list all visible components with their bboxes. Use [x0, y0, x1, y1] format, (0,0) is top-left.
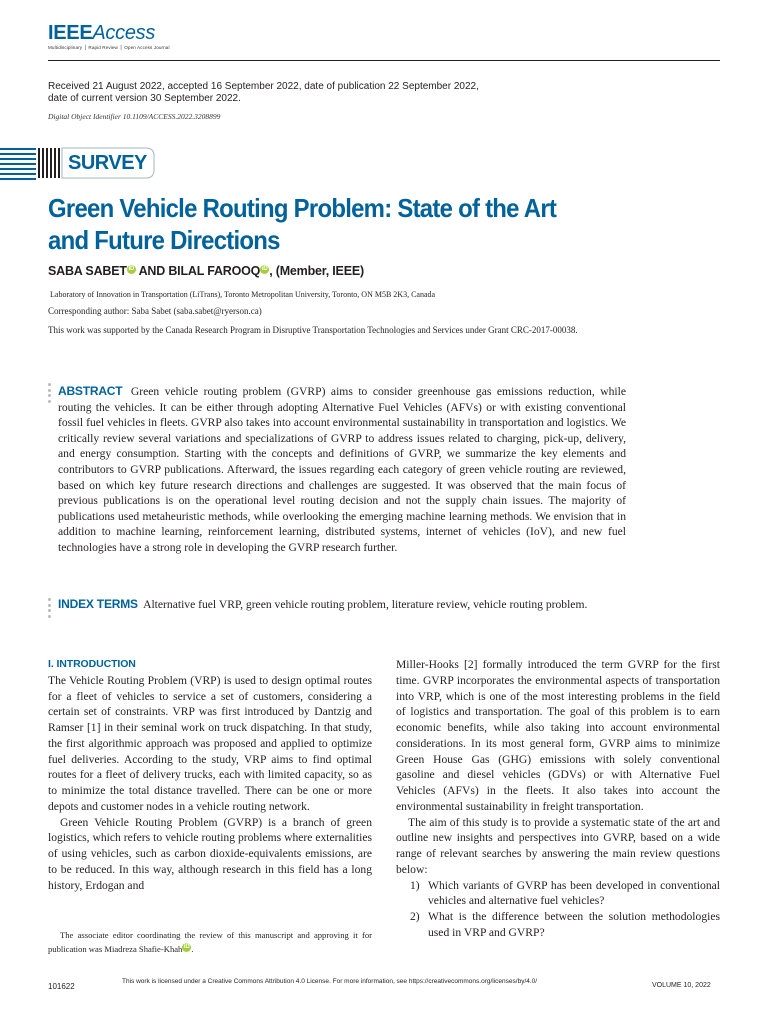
- body-paragraph: Miller-Hooks [2] formally introduced the term GVRP for the first time. GVRP incorporates the environmental aspects of transportation into VRP, which is one of the most interesting problems in the field of logistics and transportation. The goal of this problem is to earn economic benefits, while also taking into account environmental considerations. In its most general form, GVRP aims to minimize Green House Gas (GHG) emissions with solely conventional gasoline and diesel vehicles (GDVs) or with Alternative Fuel Vehicles (AFVs) in the fleets. It also takes into account the environmental sustainability in freight transportation.: [396, 658, 720, 813]
- list-item-text: Which variants of GVRP has been developed in conventional vehicles and alternative fuel vehicles?: [428, 878, 720, 908]
- abstract-marker-icon: [48, 383, 52, 405]
- body-column-right: [396, 657, 720, 941]
- body-paragraph: The Vehicle Routing Problem (VRP) is used to design optimal routes for a fleet of vehicles to service a set of customers, considering a certain set of constraints. VRP was first introduced by Dantzig and Ramser [1] in their seminal work on truck dispatching. In that study, the first algorithmic approach was proposed and applied to optimize fuel deliveries. According to the study, VRP aims to find optimal routes for a fleet of delivery trucks, each with limited capacity, so as to minimize the total distance travelled. There can be one or more depots and customer nodes in a vehicle routing network.: [48, 673, 372, 813]
- page-number: 101622: [48, 982, 75, 991]
- footnote-text: The associate editor coordinating the review of this manuscript and approving it for publication was Miadreza Shafie-Khah: [48, 930, 372, 954]
- logo-tagline: Multidisciplinary ⎪ Rapid Review ⎪ Open Access Journal: [48, 45, 170, 50]
- license-text[interactable]: This work is licensed under a Creative Commons Attribution 4.0 License. For more information, see https://creativecommons.org/licenses/by/4.0/: [122, 978, 538, 985]
- editor-footnote: The associate editor coordinating the review of this manuscript and approving it for publication was Miadreza Shafie-Khah iD .: [48, 930, 372, 954]
- banner-stripes: [0, 148, 36, 180]
- abstract-label: ABSTRACT: [58, 384, 123, 398]
- article-title: [48, 192, 637, 256]
- orcid-icon[interactable]: iD: [128, 265, 135, 272]
- logo-access-text: Access: [92, 22, 156, 44]
- author-name: SABA SABET: [48, 264, 127, 278]
- orcid-icon[interactable]: iD: [183, 944, 190, 951]
- logo-ieee-text: IEEE: [48, 22, 93, 44]
- article-type-label: SURVEY: [68, 152, 147, 174]
- orcid-icon[interactable]: iD: [261, 265, 268, 272]
- received-dates: [48, 81, 568, 105]
- author-name: AND BILAL FAROOQ: [135, 264, 261, 278]
- section-heading: I. INTRODUCTION: [48, 658, 136, 670]
- received-line-2: date of current version 30 September 2022.: [48, 93, 241, 104]
- body-paragraph: Green Vehicle Routing Problem (GVRP) is a branch of green logistics, which refers to vehicle routing problems where externalities of using vehicles, such as carbon dioxide-equivalents emissions, are to be reduced. In this way, although research in this field has a long history, Erdogan and: [48, 815, 372, 892]
- list-item: [410, 878, 720, 910]
- body-column-left: [48, 657, 372, 893]
- index-terms-marker-icon: [48, 598, 52, 620]
- abstract-text: Green vehicle routing problem (GVRP) aims to consider greenhouse gas emissions reduction, while routing the vehicles. It can be either through adopting Alternative Fuel Vehicles (AFVs) or with existing conventional fossil fuel vehicles in fleets. GVRP also takes into account environmental sustainability in transportation and logistics. We critically review several variations and specializations of GVRP to address issues related to charging, pick-up, delivery, and energy consumption. Starting with the concepts and definitions of GVRP, we summarize the key elements and contributors to GVRP publications. Afterward, the issues regarding each category of green vehicle routing are reviewed, based on which key future research directions and challenges are suggested. It was observed that the main focus of previous publications is on the operational level routing decision and not the supply chain issues. The majority of publications used metaheuristic methods, while overlooking the emerging machine learning methods. We envision that in addition to machine learning, reinforcement learning, distributed systems, internet of vehicles (IoV), and new fuel technologies have a strong role in developing the GVRP research further.: [58, 385, 626, 554]
- corresponding-author: Corresponding author: Saba Sabet (saba.sabet@ryerson.ca): [48, 306, 262, 316]
- review-questions-list: [410, 878, 720, 941]
- title-line-1: Green Vehicle Routing Problem: State of the Art: [48, 193, 557, 223]
- list-item-number: 2): [410, 910, 420, 923]
- header-divider: [48, 60, 720, 61]
- abstract: [58, 384, 626, 556]
- journal-logo: [48, 22, 155, 44]
- index-terms-label: INDEX TERMS: [58, 597, 138, 611]
- author-list: [48, 264, 364, 278]
- volume-label: VOLUME 10, 2022: [652, 982, 711, 989]
- author-membership: , (Member, IEEE): [269, 264, 364, 278]
- index-terms: [58, 597, 626, 613]
- received-line-1: Received 21 August 2022, accepted 16 September 2022, date of publication 22 September 2022,: [48, 81, 479, 92]
- doi-text: Digital Object Identifier 10.1109/ACCESS.2022.3208899: [48, 112, 221, 121]
- title-line-2: and Future Directions: [48, 225, 280, 255]
- index-terms-text: Alternative fuel VRP, green vehicle routing problem, literature review, vehicle routing problem.: [143, 598, 588, 611]
- body-paragraph: The aim of this study is to provide a systematic state of the art and outline new insights and perspectives into GVRP, based on a wide range of relevant searches by answering the main review questions below:: [396, 815, 720, 876]
- list-item-text: What is the difference between the solution methodologies used in VRP and GVRP?: [428, 910, 720, 939]
- list-item: [410, 909, 720, 941]
- affiliation: Laboratory of Innovation in Transportation (LiTrans), Toronto Metropolitan University, Toronto, ON M5B 2K3, Canada: [50, 290, 436, 299]
- funding-statement: This work was supported by the Canada Research Program in Disruptive Transportation Technologies and Services under Grant CRC-2017-00038.: [48, 325, 578, 335]
- list-item-number: 1): [410, 878, 420, 892]
